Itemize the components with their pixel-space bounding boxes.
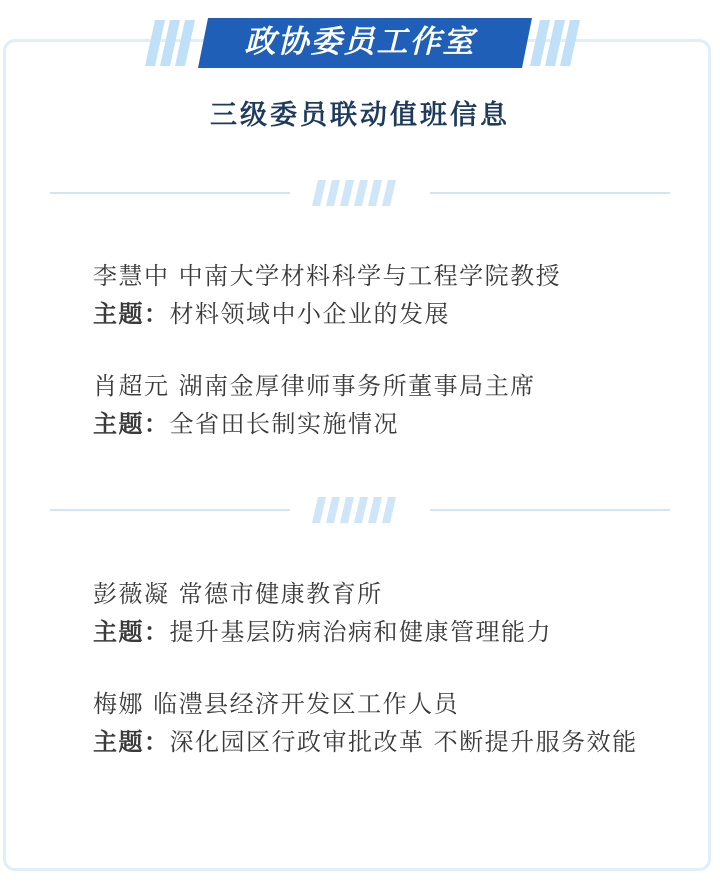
page-subtitle: 三级委员联动值班信息 — [210, 100, 510, 131]
topic-line — [93, 295, 663, 333]
list-item — [93, 685, 663, 761]
entry-group-1 — [93, 257, 663, 477]
topic-text: 全省田长制实施情况 — [169, 410, 399, 438]
topic-label: 主题： — [93, 618, 170, 646]
topic-text: 深化园区行政审批改革 不断提升服务效能 — [169, 728, 638, 756]
list-item — [93, 257, 663, 333]
header-banner — [0, 14, 720, 70]
member-info: 彭薇凝 常德市健康教育所 — [93, 580, 383, 608]
member-info: 肖超元 湖南金厚律师事务所董事局主席 — [93, 372, 536, 400]
list-item — [93, 367, 663, 443]
topic-label: 主题： — [93, 300, 170, 328]
entry-group-2 — [93, 575, 663, 795]
topic-label: 主题： — [93, 410, 170, 438]
member-info: 李慧中 中南大学材料科学与工程学院教授 — [93, 262, 562, 290]
topic-line — [93, 723, 663, 761]
topic-label: 主题： — [93, 728, 170, 756]
banner-title: 政协委员工作室 — [244, 24, 476, 60]
section-divider — [50, 495, 670, 525]
section-divider — [50, 178, 670, 208]
topic-text: 提升基层防病治病和健康管理能力 — [169, 618, 552, 646]
topic-line — [93, 613, 663, 651]
member-info: 梅娜 临澧县经济开发区工作人员 — [93, 690, 460, 718]
topic-line — [93, 405, 663, 443]
topic-text: 材料领域中小企业的发展 — [169, 300, 450, 328]
list-item — [93, 575, 663, 651]
